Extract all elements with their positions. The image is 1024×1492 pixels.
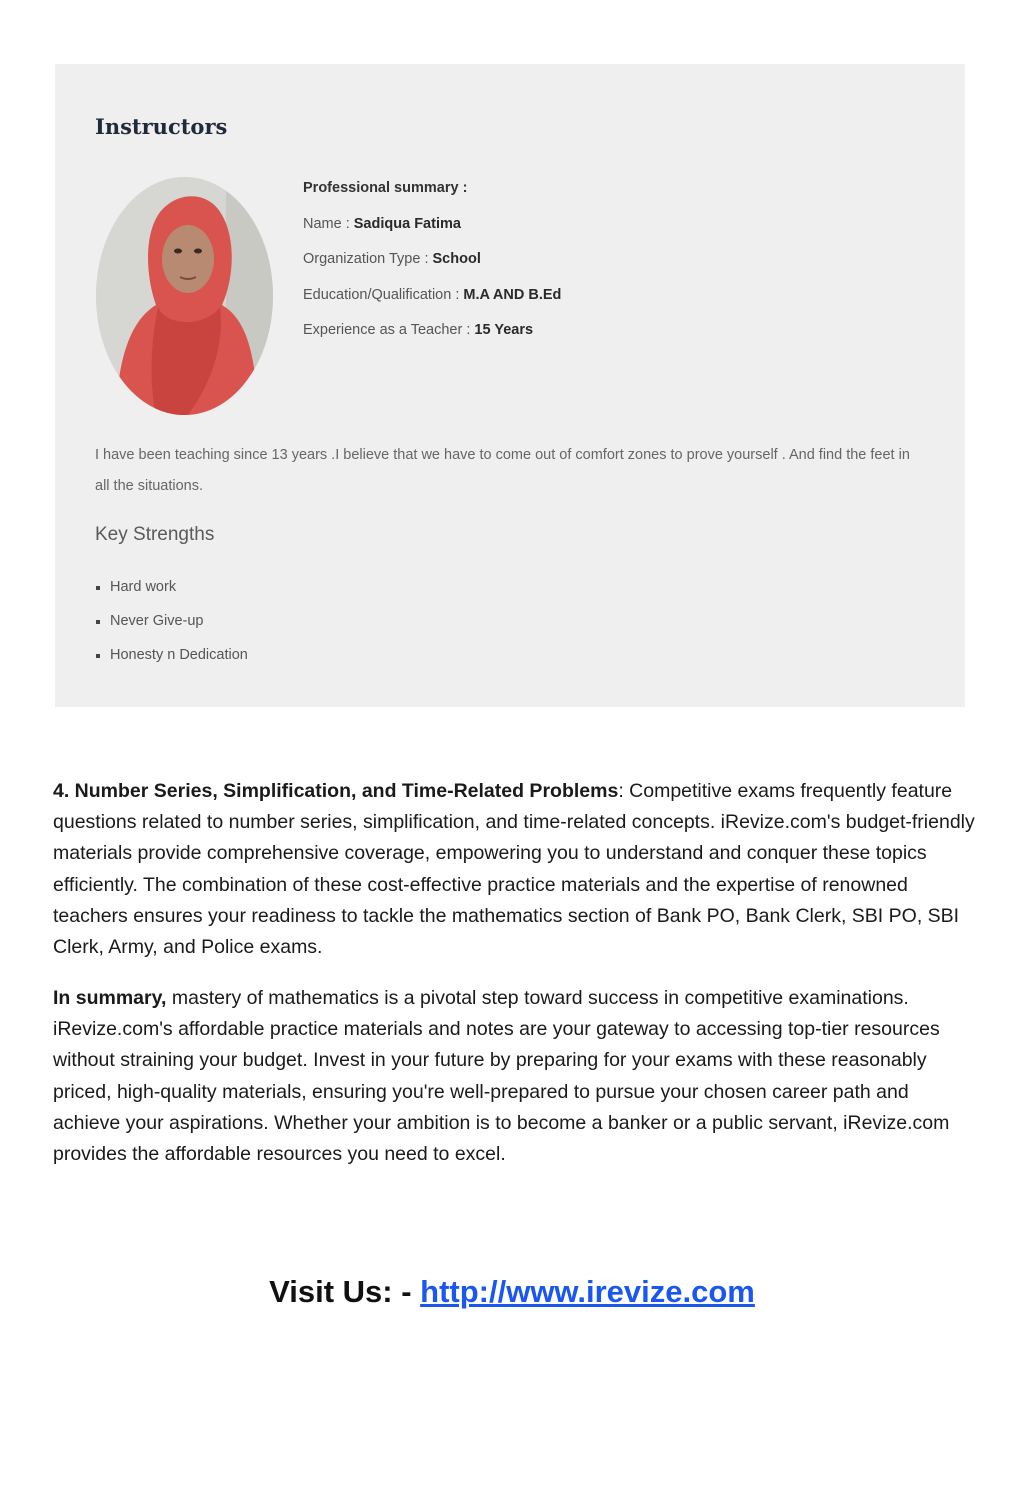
strength-text: Never Give-up [110, 613, 204, 629]
strength-text: Hard work [110, 579, 177, 595]
name-field [303, 214, 561, 250]
website-link[interactable]: http://www.irevize.com [420, 1274, 755, 1309]
name-label: Name : [303, 215, 354, 232]
organization-type-label: Organization Type : [303, 251, 433, 267]
strength-text: Honesty n Dedication [110, 647, 248, 663]
organization-type-field [303, 249, 561, 285]
instructor-card [55, 64, 965, 707]
experience-field [303, 320, 561, 356]
key-strengths-list [95, 577, 248, 679]
summary-paragraph [53, 983, 978, 1170]
experience-label: Experience as a Teacher : [303, 322, 475, 338]
education-field [303, 285, 561, 321]
education-label: Education/Qualification : [303, 286, 464, 303]
number-series-paragraph [53, 776, 978, 963]
summary-text: mastery of mathematics is a pivotal step toward success in competitive examinations. iRevize.com's affordable practice materials and notes are your gateway to accessing top-tier resources without straining your budget. Invest in your future by preparing for your exams with these reasonably priced, high-quality materials, ensuring you're well-prepared to pursue your chosen career path and achieve your aspirations. Whether your ambition is to become a banker or a public servant, iRevize.com provides the affordable resources you need to excel. [53, 987, 950, 1166]
experience-value: 15 Years [474, 322, 534, 338]
instructor-photo-icon [96, 177, 273, 415]
organization-type-value: School [432, 251, 481, 267]
instructors-heading: Instructors [95, 114, 228, 139]
number-series-heading: 4. Number Series, Simplification, and Time-Related Problems [53, 780, 619, 802]
key-strengths-heading: Key Strengths [95, 524, 215, 545]
summary-heading: Professional summary : [303, 180, 468, 196]
visit-us-line [0, 1274, 1024, 1310]
name-value: Sadiqua Fatima [353, 215, 461, 232]
list-item [95, 577, 248, 611]
visit-us-label: Visit Us: - [269, 1274, 421, 1309]
summary-lead: In summary, [53, 987, 167, 1009]
professional-summary [303, 178, 561, 356]
number-series-text: : Competitive exams frequently feature questions related to number series, simplification, and time-related concepts. iRevize.com's budget-friendly materials provide comprehensive coverage, empowering you to understand and conquer these topics efficiently. The combination of these cost-effective practice materials and the expertise of renowned teachers ensures your readiness to tackle the mathematics section of Bank PO, Bank Clerk, SBI PO, SBI Clerk, Army, and Police exams. [53, 780, 975, 959]
instructor-bio: I have been teaching since 13 years .I believe that we have to come out of comfort zones to prove yourself . And find the feet in all the situations. [95, 447, 910, 494]
education-value: M.A AND B.Ed [463, 286, 562, 303]
bullet-icon [96, 620, 100, 624]
list-item [95, 611, 248, 645]
bullet-icon [96, 654, 100, 658]
bullet-icon [96, 586, 100, 590]
list-item [95, 645, 248, 679]
